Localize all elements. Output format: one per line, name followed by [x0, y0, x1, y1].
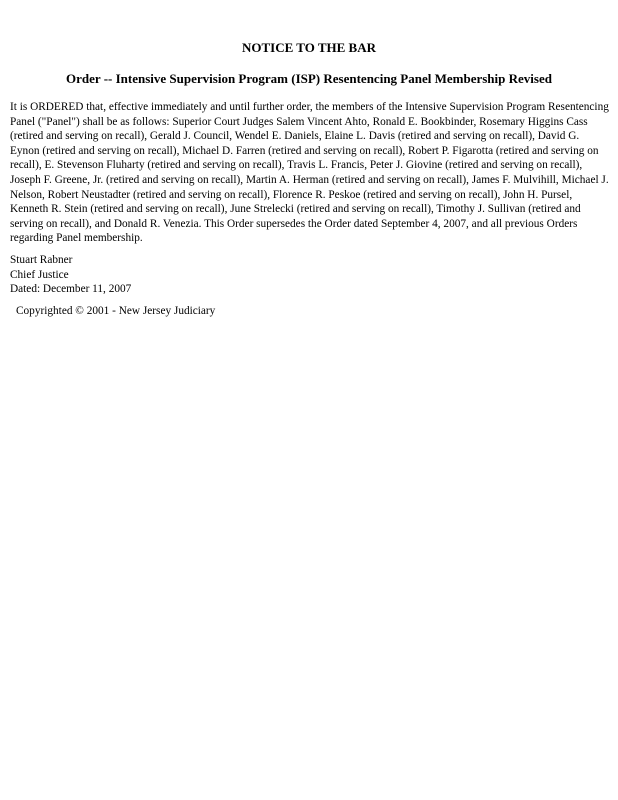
signature-date: Dated: December 11, 2007 [10, 283, 132, 296]
order-title: Order -- Intensive Supervision Program (ISP) Resentencing Panel Membership Revised [66, 71, 552, 86]
signature-title: Chief Justice [10, 268, 69, 281]
notice-title: NOTICE TO THE BAR [241, 40, 377, 55]
copyright-notice: Copyrighted © 2001 - New Jersey Judiciary [16, 305, 216, 317]
signature-block [10, 253, 410, 297]
order-body: It is ORDERED that, effective immediately and until further order, the members of the Intensive Supervision Program Resentencing Panel ("Panel") shall be as follows: Superior Court Judges Salem Vincent Ahto, Ronald E. Bookbinder, Rosemary Higgins Cass (retired and serving on recall), Gerald J. Council, Wendel E. Daniels, Elaine L. Davis (retired and serving on recall), David G. Eynon (retired and serving on recall), Michael D. Farren (retired and serving on recall), Robert P. Figarotta (retired and serving on recall), E. Stevenson Fluharty (retired and serving on recall), Travis L. Francis, Peter J. Giovine (retired and serving on recall), Joseph F. Greene, Jr. (retired and serving on recall), Martin A. Herman (retired and serving on recall), James F. Mulvihill, Michael J. Nelson, Robert Neustadter (retired and serving on recall), Florence R. Peskoe (retired and serving on recall), John H. Pursel, Kenneth R. Stein (retired and serving on recall), June Strelecki (retired and serving on recall), Timothy J. Sullivan (retired and serving on recall), and Donald R. Venezia. This Order supersedes the Order dated September 4, 2007, and all previous Orders regarding Panel membership. [10, 101, 609, 245]
signature-name: Stuart Rabner [10, 254, 73, 266]
